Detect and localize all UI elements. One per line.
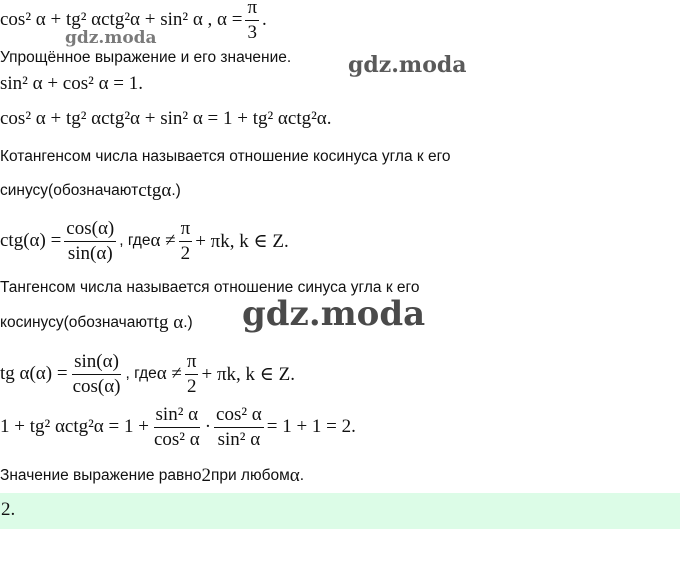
alpha-fraction — [245, 0, 259, 43]
ctg-numerator: cos(α) — [64, 218, 116, 242]
tg-numerator: sin(α) — [72, 351, 121, 375]
calc-lhs: 1 + tg² αctg²α = 1 + — [0, 416, 149, 437]
ctg-lhs: ctg(α) = — [0, 230, 62, 251]
simplified-text: Упрощённое выражение и его значение. — [0, 49, 292, 66]
final-post: . — [299, 467, 305, 484]
cot-def2-symbol: ctgα — [138, 180, 172, 201]
watermark-1: gdz.moda — [65, 28, 157, 48]
task-tail: . — [262, 9, 267, 30]
answer-value: 2. — [1, 499, 16, 520]
tan-def2-pre: косинусу(обозначают — [0, 314, 154, 331]
calc-f1-numerator: sin² α — [154, 404, 201, 428]
final-alpha: α — [289, 465, 300, 486]
tg-pi-numerator: π — [185, 351, 199, 375]
tan-definition-line2 — [0, 311, 193, 335]
calc-f2-denominator: sin² α — [217, 428, 261, 450]
watermark-3: gdz.moda — [242, 294, 426, 334]
calc-fraction-2 — [214, 404, 264, 451]
calc-formula — [0, 399, 356, 455]
calc-fraction-1 — [152, 404, 202, 451]
simplified-heading — [0, 48, 291, 68]
simplify-line — [0, 107, 332, 131]
ctg-pi-denominator: 2 — [180, 242, 191, 264]
final-mid: при любом — [210, 467, 290, 484]
tg-denominator: cos(α) — [72, 375, 121, 397]
ctg-pi-numerator: π — [179, 218, 193, 242]
calc-rest: = 1 + 1 = 2. — [266, 416, 356, 437]
final-value: 2 — [201, 465, 211, 486]
tg-pi-fraction — [185, 351, 199, 398]
watermark-2: gdz.moda — [348, 52, 467, 78]
cot-definition-text: Котангенсом числа называется отношение косинуса угла к его — [0, 148, 451, 165]
tg-formula — [0, 346, 295, 402]
tg-where: , где — [125, 365, 157, 382]
calc-f2-numerator: cos² α — [214, 404, 264, 428]
cot-def2-pre: синусу(обозначают — [0, 182, 139, 199]
tan-def2-post: .) — [183, 314, 193, 331]
ctg-fraction — [64, 218, 116, 265]
final-pre: Значение выражение равно — [0, 467, 202, 484]
final-statement — [0, 464, 304, 488]
cot-definition-line2 — [0, 179, 181, 203]
simplify-text: cos² α + tg² αctg²α + sin² α = 1 + tg² αctg²α. — [0, 108, 332, 129]
ctg-condition: α ≠ — [150, 230, 176, 251]
alpha-denominator: 3 — [247, 21, 257, 43]
calc-dot: · — [204, 416, 212, 437]
tg-fraction — [71, 351, 123, 398]
tg-rest: + πk, k ∈ Z. — [201, 363, 295, 385]
tg-pi-denominator: 2 — [186, 375, 197, 397]
ctg-rest: + πk, k ∈ Z. — [195, 230, 289, 252]
tg-lhs: tg α(α) = — [0, 363, 68, 384]
calc-f1-denominator: cos² α — [153, 428, 200, 450]
tan-def2-symbol: tg α — [153, 312, 184, 333]
ctg-where: , где — [119, 232, 151, 249]
answer-box — [0, 493, 680, 529]
ctg-pi-fraction — [179, 218, 193, 265]
identity-text: sin² α + cos² α = 1. — [0, 73, 143, 94]
task-expr: cos² α + tg² αctg²α + sin² α , α = — [0, 9, 243, 30]
ctg-formula — [0, 213, 289, 269]
identity-line — [0, 72, 143, 96]
ctg-denominator: sin(α) — [67, 242, 113, 264]
tan-definition-text: Тангенсом числа называется отношение синуса угла к его — [0, 279, 420, 296]
tg-condition: α ≠ — [156, 363, 182, 384]
cot-definition-line1 — [0, 147, 451, 167]
alpha-numerator: π — [245, 0, 259, 21]
cot-def2-post: .) — [171, 182, 181, 199]
